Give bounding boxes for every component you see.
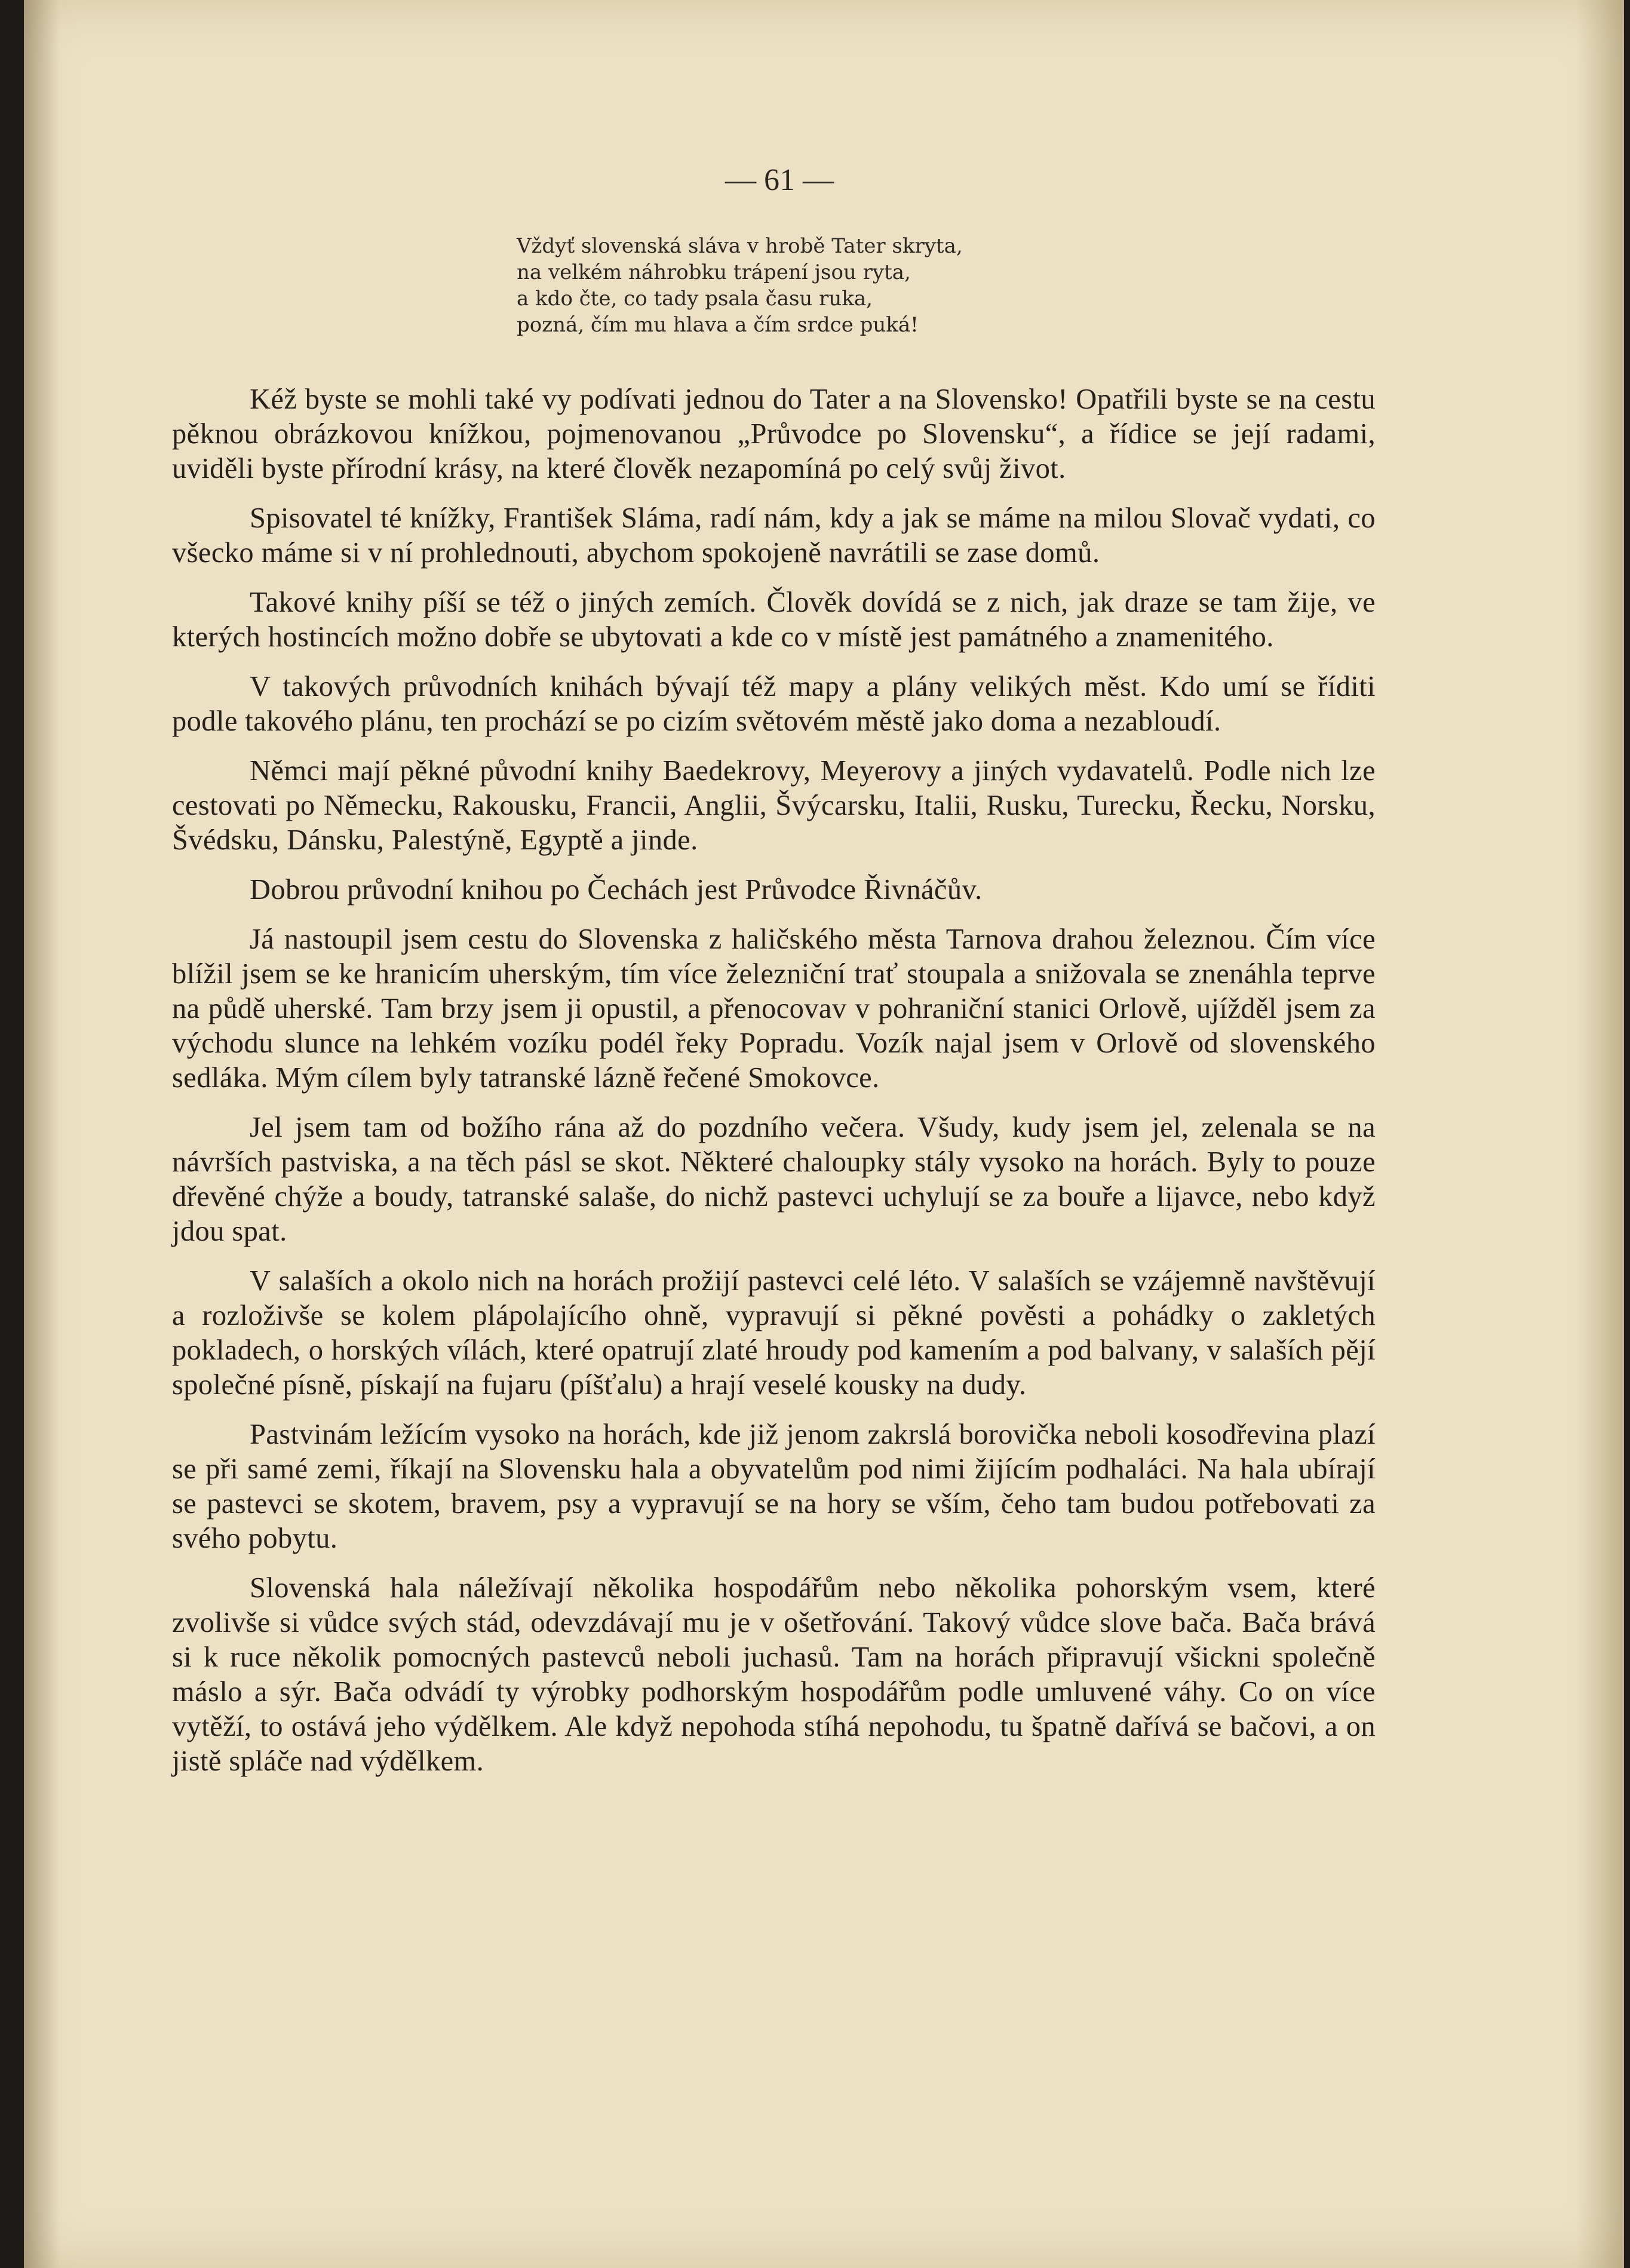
paragraph: Kéž byste se mohli také vy podívati jednou do Tater a na Slovensko! Opatřili byste se na cestu pěknou obrázkovou knížkou, pojmenovanou „Průvodce po Slovensku“, a řídice se její radami, uviděli byste přírodní krásy, na které člověk nezapomíná po celý svůj život. (172, 383, 1376, 484)
paragraph: Spisovatel té knížky, František Sláma, radí nám, kdy a jak se máme na milou Slovač vydati, co všecko máme si v ní prohlednouti, abychom spokojeně navrátili se zase domů. (172, 502, 1376, 569)
paragraph: Němci mají pěkné původní knihy Baedekrovy, Meyerovy a jiných vydavatelů. Podle nich lze cestovati po Německu, Rakousku, Francii, Anglii, Švýcarsku, Italii, Rusku, Turecku, Řecku, Norsku, Švédsku, Dánsku, Palestýně, Egyptě a jinde. (172, 755, 1376, 856)
paragraph: V salaších a okolo nich na horách prožijí pastevci celé léto. V salaších se vzájemně navštěvují a rozloživše se kolem plápolajícího ohně, vypravují si pěkné pověsti a pohádky o zakletých pokladech, o horských vílách, které opatrují zlaté hroudy pod kamením a pod balvany, v salaších pějí společné písně, pískají na fujaru (píšťalu) a hrají veselé kousky na dudy. (172, 1265, 1376, 1401)
paragraph: Pastvinám ležícím vysoko na horách, kde již jenom zakrslá borovička neboli kosodřevina plazí se při samé zemi, říkají na Slovensku hala a obyvatelům pod nimi žijícím podhaláci. Na hala ubírají se pastevci se skotem, bravem, psy a vypravují se na hory se vším, čeho tam budou potřebovati za svého pobytu. (172, 1419, 1376, 1554)
page-edge-shade (1576, 0, 1624, 2268)
poem-verse (517, 233, 1174, 338)
paragraph: Takové knihy píší se též o jiných zemích. Člověk dovídá se z nich, jak draze se tam žije, ve kterých hostincích možno dobře se ubytovati a kde co v místě jest památného a znamenitého. (172, 587, 1376, 653)
paragraph: Jel jsem tam od božího rána až do pozdního večera. Všudy, kudy jsem jel, zelenala se na návrších pastviska, a na těch pásl se skot. Některé chaloupky stály vysoko na horách. Byly to pouze dřevěné chýže a boudy, tatranské salaše, do nichž pastevci uchylují se za bouře a lijavce, nebo když jdou spat. (172, 1112, 1376, 1247)
poem-line: pozná, čím mu hlava a čím srdce puká! (517, 313, 919, 337)
body-text (172, 382, 1376, 1794)
paragraph: V takových průvodních knihách bývají též mapy a plány velikých měst. Kdo umí se říditi podle takového plánu, ten prochází se po cizím světovém městě jako doma a nezabloudí. (172, 671, 1376, 737)
paragraph: Slovenská hala náležívají několika hospodářům nebo několika pohorským vsem, které zvolivše si vůdce svých stád, odevzdávají mu je v ošetřování. Takový vůdce slove bača. Bača brává si k ruce několik pomocných pastevců neboli juchasů. Tam na horách připravují všickni společně máslo a sýr. Bača odvádí ty výrobky podhorským hospodářům podle umluvené váhy. Co on více vytěží, to ostává jeho výdělkem. Ale když nepohoda stíhá nepohodu, tu špatně dařívá se bačovi, a on jistě spláče nad výdělkem. (172, 1572, 1376, 1777)
poem-line: na velkém náhrobku trápení jsou ryta, (517, 260, 911, 284)
poem-line: a kdo čte, co tady psala času ruka, (517, 287, 873, 311)
paragraph: Dobrou průvodní knihou po Čechách jest Průvodce Řivnáčův. (250, 874, 983, 906)
poem-line: Vždyť slovenská sláva v hrobě Tater skryta, (517, 234, 963, 258)
paragraph: Já nastoupil jsem cestu do Slovenska z haličského města Tarnova drahou železnou. Čím více blížil jsem se ke hranicím uherským, tím více železniční trať stoupala a snižovala se znenáhla teprve na půdě uherské. Tam brzy jsem ji opustil, a přenocovav v pohraniční stanici Orlově, ujížděl jsem za východu slunce na lehkém vozíku podél řeky Popradu. Vozík najal jsem v Orlově od slovenského sedláka. Mým cílem byly tatranské lázně řečené Smokovce. (172, 923, 1376, 1094)
gutter-shadow (24, 0, 60, 2268)
page-number: — 61 — (725, 163, 834, 197)
